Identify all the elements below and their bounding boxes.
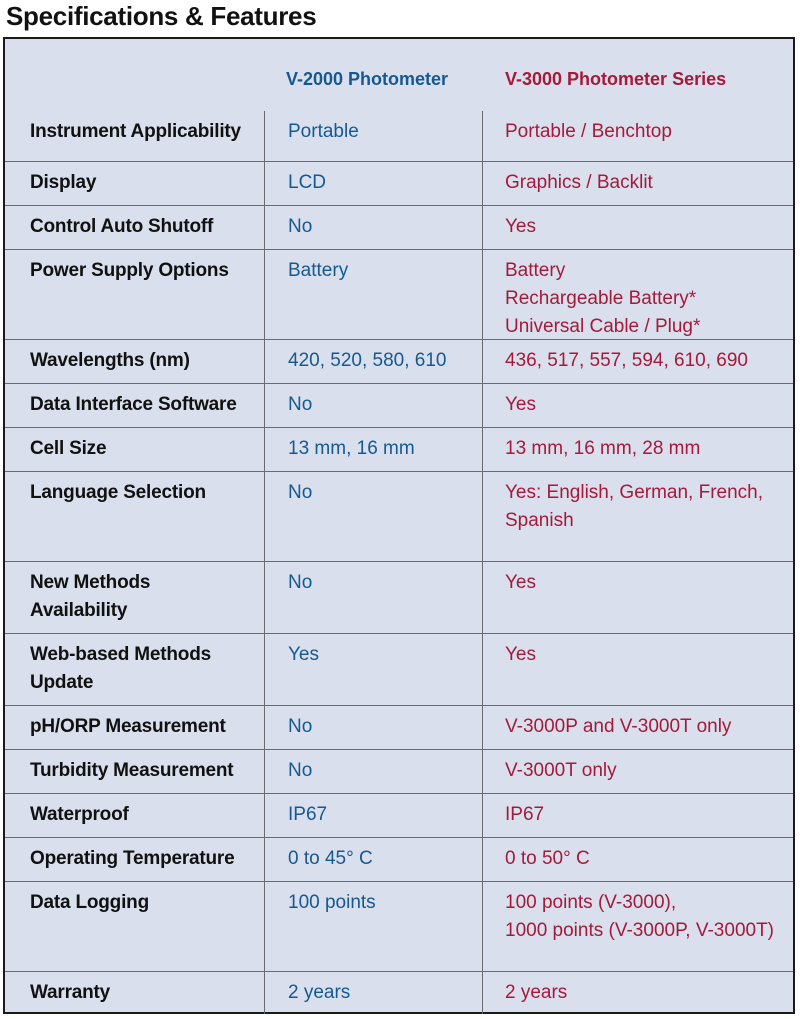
v3000-value: V-3000P and V-3000T only xyxy=(505,716,732,737)
v2000-value: IP67 xyxy=(288,804,328,825)
row-label: Waterproof xyxy=(30,804,129,825)
page-title: Specifications & Features xyxy=(6,1,317,31)
table-row xyxy=(5,249,793,340)
table-row xyxy=(5,383,793,428)
v3000-value: IP67 xyxy=(505,804,545,825)
table-row xyxy=(5,561,793,634)
row-label: Cell Size xyxy=(30,438,107,459)
row-label: Data Logging xyxy=(30,892,149,913)
v3000-value: V-3000T only xyxy=(505,760,617,781)
v2000-value: 2 years xyxy=(288,982,351,1003)
v3000-value: Yes xyxy=(505,572,536,593)
v3000-value: Graphics / Backlit xyxy=(505,172,653,193)
v2000-value: No xyxy=(288,216,313,237)
row-label: Instrument Applicability xyxy=(30,121,241,142)
v3000-value: Battery Rechargeable Battery* Universal Cable / Plug* xyxy=(505,260,701,337)
v3000-value: Yes xyxy=(505,394,536,415)
table-row xyxy=(5,205,793,250)
v2000-value: No xyxy=(288,394,313,415)
row-label: Operating Temperature xyxy=(30,848,235,869)
table-row xyxy=(5,633,793,706)
row-label: New Methods Availability xyxy=(30,572,151,621)
v2000-value: Portable xyxy=(288,121,359,142)
table-row xyxy=(5,705,793,750)
column-header-v3000: V-3000 Photometer Series xyxy=(505,69,727,89)
v2000-value: 13 mm, 16 mm xyxy=(288,438,415,459)
table-row xyxy=(5,971,793,1015)
v2000-value: Battery xyxy=(288,260,349,281)
row-label: Web-based Methods Update xyxy=(30,644,211,693)
table-row xyxy=(5,471,793,562)
row-label: Wavelengths (nm) xyxy=(30,350,190,371)
table-row xyxy=(5,111,793,161)
row-label: Language Selection xyxy=(30,482,206,503)
v3000-value: 13 mm, 16 mm, 28 mm xyxy=(505,438,701,459)
v2000-value: 100 points xyxy=(288,892,376,913)
table-row xyxy=(5,339,793,384)
table-row xyxy=(5,793,793,838)
row-label: Warranty xyxy=(30,982,111,1003)
spec-table xyxy=(3,37,795,1014)
row-label: Turbidity Measurement xyxy=(30,760,234,781)
v3000-value: 100 points (V-3000), 1000 points (V-3000P, V-3000T) xyxy=(505,892,775,941)
column-header-v2000: V-2000 Photometer xyxy=(286,69,449,89)
row-label: Control Auto Shutoff xyxy=(30,216,214,237)
v2000-value: No xyxy=(288,760,313,781)
v2000-value: No xyxy=(288,716,313,737)
v3000-value: 2 years xyxy=(505,982,568,1003)
v2000-value: 0 to 45° C xyxy=(288,848,373,869)
v2000-value: Yes xyxy=(288,644,319,665)
row-label: Display xyxy=(30,172,97,193)
v3000-value: Yes: English, German, French, Spanish xyxy=(505,482,764,531)
table-row xyxy=(5,881,793,972)
table-row xyxy=(5,837,793,882)
row-label: pH/ORP Measurement xyxy=(30,716,226,737)
v3000-value: Yes xyxy=(505,644,536,665)
v3000-value: Portable / Benchtop xyxy=(505,121,672,142)
row-label: Data Interface Software xyxy=(30,394,237,415)
v3000-value: Yes xyxy=(505,216,536,237)
v2000-value: 420, 520, 580, 610 xyxy=(288,350,447,371)
table-row xyxy=(5,161,793,206)
row-label: Power Supply Options xyxy=(30,260,229,281)
table-row xyxy=(5,427,793,472)
v2000-value: LCD xyxy=(288,172,327,193)
v3000-value: 436, 517, 557, 594, 610, 690 xyxy=(505,350,748,371)
v3000-value: 0 to 50° C xyxy=(505,848,590,869)
v2000-value: No xyxy=(288,482,313,503)
v2000-value: No xyxy=(288,572,313,593)
table-row xyxy=(5,749,793,794)
